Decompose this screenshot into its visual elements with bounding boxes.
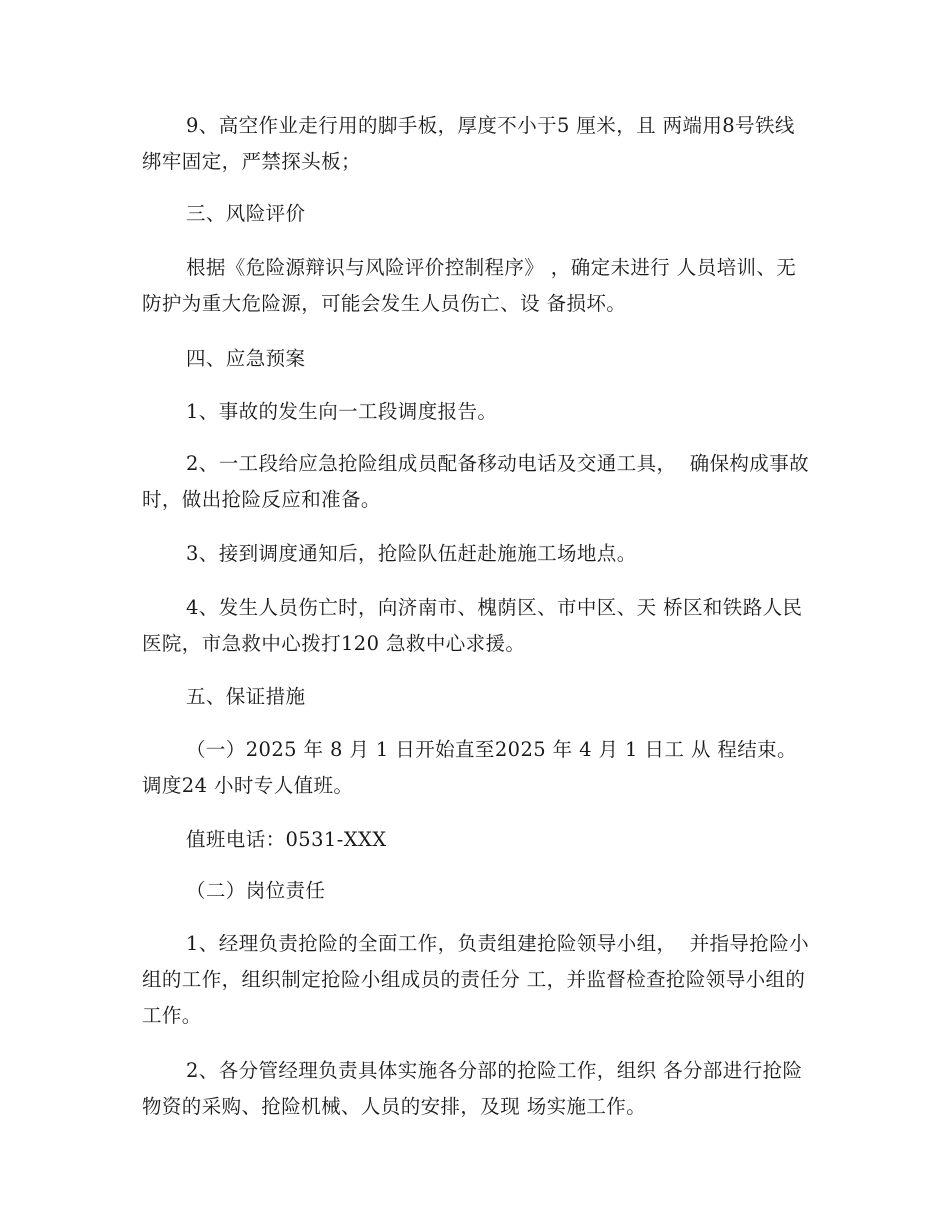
paragraph-duty-schedule: （一）2025 年 8 月 1 日开始直至2025 年 4 月 1 日工 从 程结束。调度24 小时专人值班。 [142,738,797,797]
paragraph-responsibility-2: 2、各分管经理负责具体实施各分部的抢险工作，组织 各分部进行抢险物资的采购、抢险机械、人员的安排，及现 场实施工作。 [142,1059,803,1118]
heading-guarantee-measures: 五、保证措施 [186,685,306,708]
paragraph-responsibility-1: 1、经理负责抢险的全面工作，负责组建抢险领导小组， 并指导抢险小组的工作，组织制定抢险小组成员的责任分 工，并监督检查抢险领导小组的工作。 [142,932,810,1027]
paragraph-scaffold-board-rule: 9、高空作业走行用的脚手板，厚度不小于5 厘米，且 两端用8号铁线绑牢固定，严禁探头板； [142,114,795,173]
paragraph-risk-evaluation: 根据《危险源辩识与风险评价控制程序》 ，确定未进行 人员培训、无防护为重大危险源，可能会发生人员伤亡、设 备损坏。 [142,256,797,315]
heading-risk-evaluation: 三、风险评价 [186,202,306,225]
paragraph-plan-item-4: 4、发生人员伤亡时，向济南市、槐荫区、市中区、天 桥区和铁路人民医院，市急救中心拨打120 急救中心求援。 [142,596,803,655]
paragraph-plan-item-3: 3、接到调度通知后，抢险队伍赶赴施施工场地点。 [186,542,637,565]
heading-post-responsibility: （二）岗位责任 [186,879,326,902]
paragraph-plan-item-2: 2、一工段给应急抢险组成员配备移动电话及交通工具， 确保构成事故时，做出抢险反应和准备。 [142,452,810,511]
paragraph-duty-phone: 值班电话：0531-XXX [186,828,387,851]
paragraph-plan-item-1: 1、事故的发生向一工段调度报告。 [186,400,498,423]
heading-emergency-plan: 四、应急预案 [186,347,306,370]
